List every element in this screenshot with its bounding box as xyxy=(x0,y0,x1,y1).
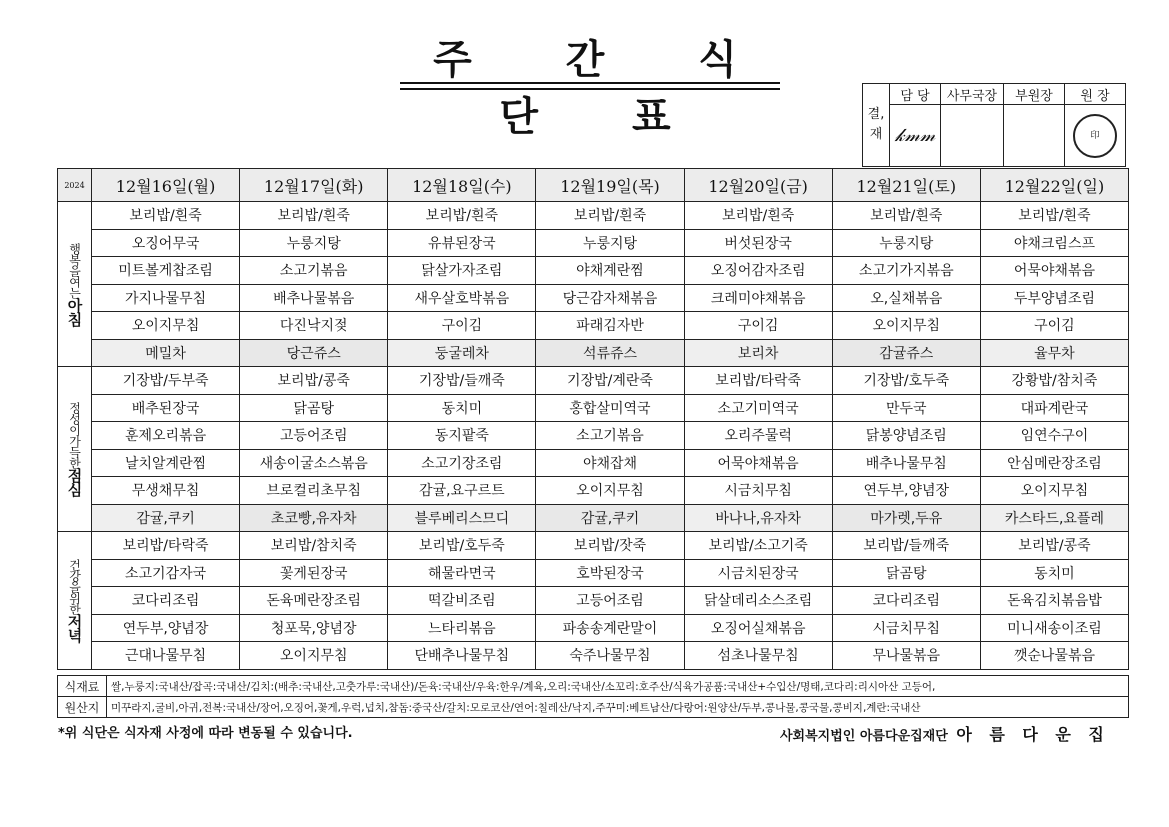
table-row xyxy=(58,257,1129,285)
meal-label: 행복을여는아침 xyxy=(58,202,92,367)
menu-cell: 감귤,쿠키 xyxy=(536,504,684,532)
menu-cell: 보리밥/콩죽 xyxy=(980,532,1128,560)
menu-cell: 오이지무침 xyxy=(92,312,240,340)
table-row xyxy=(58,367,1129,395)
table-row xyxy=(58,229,1129,257)
menu-cell: 돈육김치볶음밥 xyxy=(980,587,1128,615)
table-row xyxy=(58,422,1129,450)
table-row xyxy=(58,312,1129,340)
menu-cell: 동치미 xyxy=(388,394,536,422)
table-row xyxy=(58,477,1129,505)
menu-cell: 어묵야채볶음 xyxy=(684,449,832,477)
menu-cell: 구이김 xyxy=(388,312,536,340)
menu-cell: 보리밥/소고기죽 xyxy=(684,532,832,560)
menu-cell: 떡갈비조림 xyxy=(388,587,536,615)
menu-cell: 깻순나물볶음 xyxy=(980,642,1128,670)
origin-line: 미꾸라지,굴비,아귀,전복:국내산/장어,오징어,꽃게,우럭,넙치,참돔:중국산/갈치:모로코산/연어:칠레산/낙지,주꾸미:베트남산/다랑어:원양산/두부,콩나물,콩국물,콩비지,계란:국내산 xyxy=(107,697,1129,718)
menu-cell: 오,실채볶음 xyxy=(832,284,980,312)
table-row xyxy=(58,642,1129,670)
menu-cell: 닭봉양념조림 xyxy=(832,422,980,450)
menu-cell: 누룽지탕 xyxy=(240,229,388,257)
menu-cell: 야채잡채 xyxy=(536,449,684,477)
menu-cell: 소고기볶음 xyxy=(536,422,684,450)
menu-cell: 닭살가자조림 xyxy=(388,257,536,285)
menu-cell: 미트볼게찹조림 xyxy=(92,257,240,285)
origin-label-country: 원산지 xyxy=(58,697,107,718)
menu-cell: 무생채무침 xyxy=(92,477,240,505)
table-row xyxy=(58,202,1129,230)
menu-cell: 보리밥/타락죽 xyxy=(684,367,832,395)
menu-cell: 당근쥬스 xyxy=(240,339,388,367)
menu-cell: 강황밥/참치죽 xyxy=(980,367,1128,395)
menu-cell: 야채크림스프 xyxy=(980,229,1128,257)
menu-cell: 대파계란국 xyxy=(980,394,1128,422)
menu-cell: 기장밥/두부죽 xyxy=(92,367,240,395)
menu-cell: 보리밥/호두죽 xyxy=(388,532,536,560)
menu-cell: 보리밥/들깨죽 xyxy=(832,532,980,560)
menu-cell: 꽃게된장국 xyxy=(240,559,388,587)
menu-cell: 훈제오리볶음 xyxy=(92,422,240,450)
menu-cell: 연두부,양념장 xyxy=(832,477,980,505)
menu-cell: 홍합살미역국 xyxy=(536,394,684,422)
day-header: 12월22일(일) xyxy=(980,169,1128,202)
menu-cell: 크레미야채볶음 xyxy=(684,284,832,312)
menu-cell: 오이지무침 xyxy=(240,642,388,670)
menu-cell: 닭살데리소스조림 xyxy=(684,587,832,615)
menu-cell: 고등어조림 xyxy=(536,587,684,615)
menu-cell: 시금치무침 xyxy=(832,614,980,642)
menu-cell: 새송이굴소스볶음 xyxy=(240,449,388,477)
menu-cell: 단배추나물무침 xyxy=(388,642,536,670)
approval-label: 결, 재 xyxy=(863,84,890,167)
menu-cell: 보리밥/잣죽 xyxy=(536,532,684,560)
menu-cell: 구이김 xyxy=(684,312,832,340)
menu-cell: 만두국 xyxy=(832,394,980,422)
menu-cell: 오징어감자조림 xyxy=(684,257,832,285)
menu-cell: 소고기장조림 xyxy=(388,449,536,477)
menu-cell: 오징어실채볶음 xyxy=(684,614,832,642)
day-header: 12월21일(토) xyxy=(832,169,980,202)
menu-cell: 임연수구이 xyxy=(980,422,1128,450)
menu-cell: 청포묵,양념장 xyxy=(240,614,388,642)
menu-cell: 호박된장국 xyxy=(536,559,684,587)
menu-cell: 연두부,양념장 xyxy=(92,614,240,642)
menu-cell: 오이지무침 xyxy=(980,477,1128,505)
table-row xyxy=(58,504,1129,532)
table-row xyxy=(58,449,1129,477)
origin-label-ingredients: 식재료 xyxy=(58,676,107,697)
menu-cell: 당근감자채볶음 xyxy=(536,284,684,312)
menu-cell: 돈육메란장조림 xyxy=(240,587,388,615)
menu-cell: 석류쥬스 xyxy=(536,339,684,367)
table-row xyxy=(58,614,1129,642)
foundation-name: 사회복지법인 아름다운집재단 xyxy=(780,729,948,744)
menu-cell: 블루베리스므디 xyxy=(388,504,536,532)
menu-cell: 동치미 xyxy=(980,559,1128,587)
menu-cell: 오징어무국 xyxy=(92,229,240,257)
menu-cell: 근대나물무침 xyxy=(92,642,240,670)
approval-role-secretary: 사무국장 xyxy=(941,84,1004,105)
menu-cell: 오이지무침 xyxy=(832,312,980,340)
origin-line: 쌀,누룽지:국내산/잡곡:국내산/김치:(배추:국내산,고춧가루:국내산)/돈육:국내산/우육:한우/계육,오리:국내산/소꼬리:호주산/식육가공품:국내산+수입산/명태,코다리:리시아산 고등어, xyxy=(107,676,1129,697)
menu-cell: 율무차 xyxy=(980,339,1128,367)
menu-cell: 감귤,요구르트 xyxy=(388,477,536,505)
day-header: 12월20일(금) xyxy=(684,169,832,202)
menu-cell: 느타리볶음 xyxy=(388,614,536,642)
menu-cell: 보리밥/흰죽 xyxy=(536,202,684,230)
menu-cell: 다진낙지젖 xyxy=(240,312,388,340)
menu-cell: 시금치된장국 xyxy=(684,559,832,587)
table-row xyxy=(58,587,1129,615)
menu-cell: 소고기감자국 xyxy=(92,559,240,587)
approval-box xyxy=(862,83,1126,167)
meal-label: 건강을위한저녁 xyxy=(58,532,92,670)
menu-cell: 소고기볶음 xyxy=(240,257,388,285)
menu-cell: 둥굴레차 xyxy=(388,339,536,367)
table-row xyxy=(58,559,1129,587)
signature-manager: 𝓀𝓂𝓂 xyxy=(890,105,941,167)
approval-role-manager: 담 당 xyxy=(890,84,941,105)
menu-cell: 미니새송이조림 xyxy=(980,614,1128,642)
menu-cell: 시금치무침 xyxy=(684,477,832,505)
menu-cell: 바나나,유자차 xyxy=(684,504,832,532)
menu-cell: 무나물볶음 xyxy=(832,642,980,670)
menu-cell: 배추나물볶음 xyxy=(240,284,388,312)
menu-cell: 감귤,쿠키 xyxy=(92,504,240,532)
menu-cell: 숙주나물무침 xyxy=(536,642,684,670)
menu-cell: 구이김 xyxy=(980,312,1128,340)
menu-cell: 어묵야채볶음 xyxy=(980,257,1128,285)
menu-cell: 코다리조림 xyxy=(92,587,240,615)
menu-change-note: *위 식단은 식자재 사정에 따라 변동될 수 있습니다. xyxy=(58,726,353,741)
menu-cell: 배추된장국 xyxy=(92,394,240,422)
table-row xyxy=(58,394,1129,422)
menu-cell: 오이지무침 xyxy=(536,477,684,505)
menu-cell: 두부양념조림 xyxy=(980,284,1128,312)
menu-cell: 소고기가지볶음 xyxy=(832,257,980,285)
menu-cell: 파송송계란말이 xyxy=(536,614,684,642)
menu-cell: 오리주물럭 xyxy=(684,422,832,450)
menu-cell: 기장밥/호두죽 xyxy=(832,367,980,395)
menu-cell: 누룽지탕 xyxy=(832,229,980,257)
day-header-row xyxy=(58,169,1129,202)
menu-cell: 고등어조림 xyxy=(240,422,388,450)
menu-cell: 날치알계란찜 xyxy=(92,449,240,477)
menu-cell: 기장밥/계란죽 xyxy=(536,367,684,395)
menu-cell: 메밀차 xyxy=(92,339,240,367)
title-underline xyxy=(400,82,780,90)
menu-cell: 야채계란찜 xyxy=(536,257,684,285)
day-header: 12월18일(수) xyxy=(388,169,536,202)
approval-role-vice-director: 부원장 xyxy=(1004,84,1065,105)
day-header: 12월16일(월) xyxy=(92,169,240,202)
menu-cell: 브로컬리초무침 xyxy=(240,477,388,505)
menu-cell: 유뷰된장국 xyxy=(388,229,536,257)
menu-cell: 보리밥/타락죽 xyxy=(92,532,240,560)
menu-cell: 카스타드,요플레 xyxy=(980,504,1128,532)
table-row xyxy=(58,284,1129,312)
table-row xyxy=(58,532,1129,560)
facility-name: 아 름 다 운 집 xyxy=(956,725,1110,744)
meal-label: 정성이가득한점심 xyxy=(58,367,92,532)
menu-cell: 보리밥/흰죽 xyxy=(980,202,1128,230)
page-title: 주 간 식 단 표 xyxy=(433,36,777,140)
menu-cell: 보리차 xyxy=(684,339,832,367)
menu-cell: 초코빵,유자차 xyxy=(240,504,388,532)
menu-cell: 보리밥/흰죽 xyxy=(240,202,388,230)
table-row xyxy=(58,339,1129,367)
weekly-menu-table xyxy=(57,168,1129,670)
menu-cell: 보리밥/흰죽 xyxy=(92,202,240,230)
menu-cell: 동지팥죽 xyxy=(388,422,536,450)
signature-vice-director xyxy=(1004,105,1065,167)
year-cell: 2024 xyxy=(58,169,92,202)
menu-cell: 소고기미역국 xyxy=(684,394,832,422)
menu-cell: 안심메란장조림 xyxy=(980,449,1128,477)
menu-cell: 해물라면국 xyxy=(388,559,536,587)
menu-cell: 배추나물무침 xyxy=(832,449,980,477)
menu-cell: 닭곰탕 xyxy=(240,394,388,422)
menu-cell: 코다리조림 xyxy=(832,587,980,615)
menu-cell: 마가렛,두유 xyxy=(832,504,980,532)
signature-secretary xyxy=(941,105,1004,167)
menu-cell: 가지나물무침 xyxy=(92,284,240,312)
menu-cell: 보리밥/흰죽 xyxy=(684,202,832,230)
seal-stamp: 印 xyxy=(1073,114,1117,158)
menu-cell: 섬초나물무침 xyxy=(684,642,832,670)
menu-cell: 감귤쥬스 xyxy=(832,339,980,367)
signature-director xyxy=(1065,105,1126,167)
menu-cell: 보리밥/흰죽 xyxy=(388,202,536,230)
menu-cell: 보리밥/콩죽 xyxy=(240,367,388,395)
menu-cell: 파래김자반 xyxy=(536,312,684,340)
day-header: 12월19일(목) xyxy=(536,169,684,202)
origin-table xyxy=(57,675,1129,718)
menu-cell: 기장밥/들깨죽 xyxy=(388,367,536,395)
day-header: 12월17일(화) xyxy=(240,169,388,202)
menu-cell: 보리밥/흰죽 xyxy=(832,202,980,230)
menu-cell: 누룽지탕 xyxy=(536,229,684,257)
menu-cell: 버섯된장국 xyxy=(684,229,832,257)
organization-name xyxy=(780,722,1110,745)
menu-cell: 닭곰탕 xyxy=(832,559,980,587)
menu-cell: 새우살호박볶음 xyxy=(388,284,536,312)
approval-role-director: 원 장 xyxy=(1065,84,1126,105)
menu-cell: 보리밥/참치죽 xyxy=(240,532,388,560)
